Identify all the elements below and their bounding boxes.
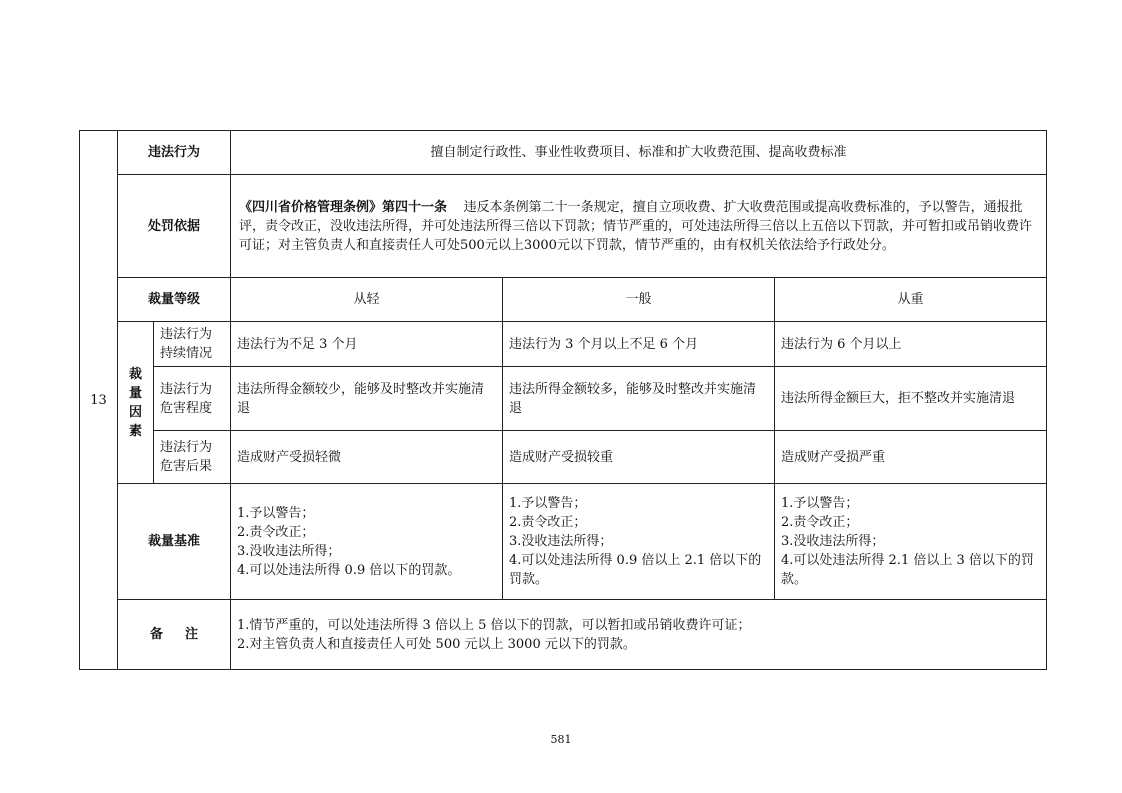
factor-label-char: 量	[128, 385, 142, 401]
factor-name-line: 危害程度	[160, 400, 213, 416]
factor-name	[154, 431, 231, 484]
factor-label-char: 素	[128, 423, 142, 439]
grade-label: 裁量等级	[118, 278, 231, 322]
factor-row-harm-result	[80, 431, 1047, 484]
grade-heavy: 从重	[775, 278, 1047, 322]
grade-normal: 一般	[503, 278, 775, 322]
factor-name-line: 持续情况	[160, 346, 213, 361]
violation-row	[80, 131, 1047, 175]
factor-name	[154, 367, 231, 431]
basis-text: 违反本条例第二十一条规定，擅自立项收费、扩大收费范围或提高收费标准的，予以警告，通报批评，责令改正，没收违法所得，并可处违法所得三倍以下罚款；情节严重的，可处违法所得三倍以上五倍以下罚款，并可暂扣或吊销收费许可证；对主管负责人和直接责任人可处500元以上3000元以下罚款，情节严重的，由有权机关依法给予行政处分。	[239, 199, 1033, 253]
basis-law-title: 《四川省价格管理条例》第四十一条	[239, 199, 448, 215]
factor-value-normal: 造成财产受损较重	[503, 431, 775, 484]
standard-item: 2.责令改正；	[509, 515, 587, 530]
factor-value-heavy: 违法所得金额巨大，拒不整改并实施清退	[775, 367, 1047, 431]
remarks-row	[80, 600, 1047, 670]
factor-name	[154, 322, 231, 367]
remarks-line: 1.情节严重的，可以处违法所得 3 倍以上 5 倍以下的罚款，可以暂扣或吊销收费许可证；	[237, 617, 751, 633]
standard-item: 3.没收违法所得；	[237, 543, 341, 559]
basis-label: 处罚依据	[118, 175, 231, 278]
factor-name-line: 违法行为	[160, 440, 213, 455]
standard-item: 3.没收违法所得；	[509, 534, 613, 549]
grade-light: 从轻	[231, 278, 503, 322]
standard-item: 3.没收违法所得；	[781, 534, 885, 549]
standard-row	[80, 484, 1047, 600]
standard-label: 裁量基准	[118, 484, 231, 600]
remarks-label-char: 备	[149, 627, 163, 642]
factor-row-harm-degree	[80, 367, 1047, 431]
factor-name-line: 违法行为	[160, 381, 213, 397]
factor-value-light: 违法所得金额较少，能够及时整改并实施清退	[231, 367, 503, 431]
factor-value-heavy: 造成财产受损严重	[775, 431, 1047, 484]
basis-content	[231, 175, 1047, 278]
standard-item: 2.责令改正；	[237, 524, 315, 540]
standard-normal	[503, 484, 775, 600]
standard-item: 4.可以处违法所得 0.9 倍以上 2.1 倍以下的罚款。	[509, 553, 762, 587]
factor-group-label	[118, 322, 154, 484]
standard-item: 1.予以警告；	[781, 496, 859, 511]
standard-item: 1.予以警告；	[237, 505, 315, 521]
factor-name-line: 危害后果	[160, 459, 213, 474]
factor-label-char: 裁	[128, 366, 142, 382]
factor-value-light: 违法行为不足 3 个月	[231, 322, 503, 367]
standard-item: 4.可以处违法所得 0.9 倍以下的罚款。	[237, 562, 461, 578]
page-number: 581	[550, 733, 572, 746]
standard-item: 1.予以警告；	[509, 496, 587, 511]
factor-label-char: 因	[128, 404, 142, 420]
factor-name-line: 违法行为	[160, 327, 213, 342]
remarks-label	[118, 600, 231, 670]
discretion-table	[79, 130, 1047, 670]
standard-heavy	[775, 484, 1047, 600]
factor-value-normal: 违法所得金额较多，能够及时整改并实施清退	[503, 367, 775, 431]
standard-item: 4.可以处违法所得 2.1 倍以上 3 倍以下的罚款。	[781, 553, 1034, 587]
row-number: 13	[80, 131, 118, 670]
remarks-label-char: 注	[185, 627, 199, 642]
standard-light	[231, 484, 503, 600]
remarks-content	[231, 600, 1047, 670]
basis-row	[80, 175, 1047, 278]
grade-row	[80, 278, 1047, 322]
standard-item: 2.责令改正；	[781, 515, 859, 530]
violation-label: 违法行为	[118, 131, 231, 175]
factor-value-light: 造成财产受损轻微	[231, 431, 503, 484]
factor-row-duration	[80, 322, 1047, 367]
violation-text: 擅自制定行政性、事业性收费项目、标准和扩大收费范围、提高收费标准	[231, 131, 1047, 175]
remarks-line: 2.对主管负责人和直接责任人可处 500 元以上 3000 元以下的罚款。	[237, 636, 636, 652]
factor-value-normal: 违法行为 3 个月以上不足 6 个月	[503, 322, 775, 367]
factor-value-heavy: 违法行为 6 个月以上	[775, 322, 1047, 367]
